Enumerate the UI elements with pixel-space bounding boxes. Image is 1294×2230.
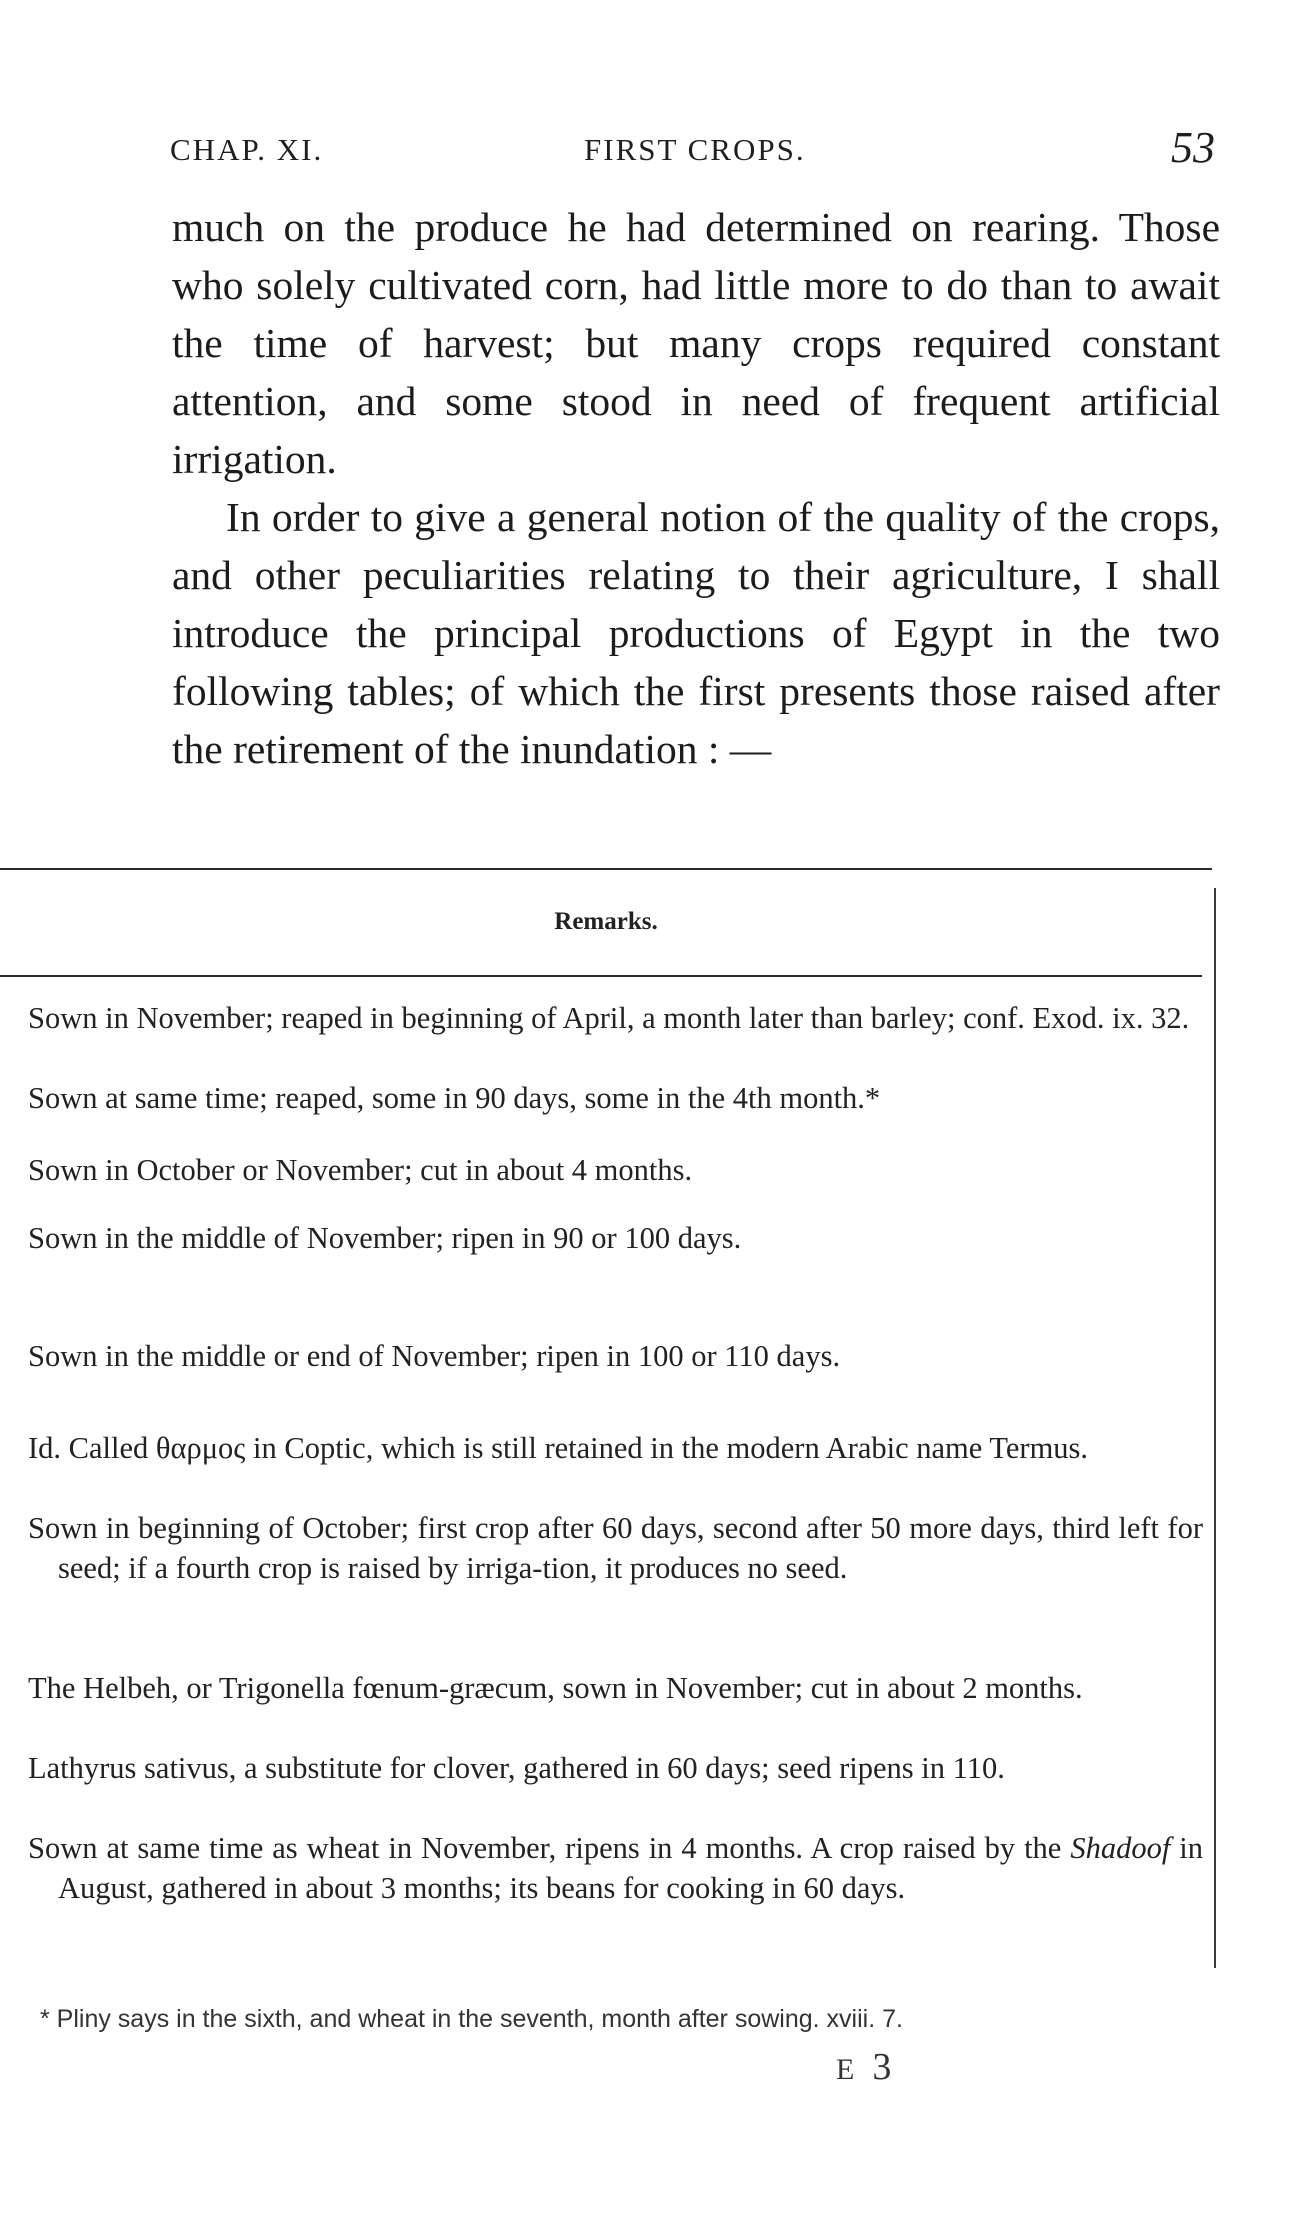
- remark-italic-term: Shadoof: [1070, 1831, 1171, 1865]
- table-row: [28, 1828, 1203, 1908]
- signature-number: 3: [872, 2046, 892, 2088]
- chapter-title: FIRST CROPS.: [584, 132, 806, 167]
- table-row: [28, 998, 1203, 1038]
- paragraph-intro-tables: In order to give a general notion of the quality of the crops, and other peculiarities relating to their agriculture, I shall introduce the principal productions of Egypt in the two following tables; of which the first presents those raised after the retirement of the inundation : —: [172, 494, 1220, 772]
- paragraph-continuation: much on the produce he had determined on rearing. Those who solely cultivated corn, had little more to do than to await the time of harvest; but many crops required constant attention, and some stood in need of frequent artificial irrigation.: [172, 204, 1220, 482]
- footnote: * Pliny says in the sixth, and wheat in the seventh, month after sowing. xviii. 7.: [40, 2005, 903, 2033]
- remark-cell: [28, 1828, 1203, 1908]
- signature-letter: E: [836, 2053, 855, 2086]
- remark-cell: Sown at same time; reaped, some in 90 days, some in the 4th month.*: [28, 1081, 881, 1115]
- remark-text: in August, gathered in about 3 months; its beans for cooking in 60 days.: [58, 1831, 1203, 1905]
- table-row: [28, 1078, 1203, 1118]
- column-header-remarks: Remarks.: [554, 908, 658, 935]
- table-row: [28, 1748, 1203, 1788]
- running-head: [170, 123, 1215, 172]
- table-row: [28, 1336, 1203, 1376]
- remark-cell: Lathyrus sativus, a substitute for clover, gathered in 60 days; seed ripens in 110.: [28, 1751, 1005, 1785]
- table-top-rule: [0, 868, 1212, 870]
- page-number: 53: [1171, 123, 1215, 172]
- signature-mark: [836, 2045, 891, 2089]
- table-right-rule: [1214, 888, 1216, 1968]
- table-row: [28, 1668, 1203, 1708]
- remark-cell: Sown in the middle of November; ripen in 90 or 100 days.: [28, 1221, 742, 1255]
- remark-text: Sown at same time as wheat in November, ripens in 4 months. A crop raised by the: [28, 1831, 1071, 1865]
- table-row: [28, 1150, 1203, 1190]
- table-row: [28, 1218, 1203, 1258]
- remark-cell: The Helbeh, or Trigonella fœnum-græcum, sown in November; cut in about 2 months.: [28, 1671, 1083, 1705]
- remark-cell: Sown in beginning of October; first crop after 60 days, second after 50 more days, third left for seed; if a fourth crop is raised by irriga-tion, it produces no seed.: [28, 1511, 1203, 1585]
- chapter-label: CHAP. XI.: [170, 132, 324, 167]
- remark-cell: Sown in the middle or end of November; ripen in 100 or 110 days.: [28, 1339, 841, 1373]
- table-row: [28, 1508, 1203, 1588]
- table-row: [28, 1428, 1203, 1468]
- remark-cell: Sown in October or November; cut in about 4 months.: [28, 1153, 693, 1187]
- body-text: [172, 198, 1220, 778]
- remark-cell: Id. Called θαρμος in Coptic, which is still retained in the modern Arabic name Termus.: [28, 1431, 1089, 1465]
- crops-table: [0, 868, 1294, 1990]
- remark-cell: Sown in November; reaped in beginning of April, a month later than barley; conf. Exod. ix. 32.: [28, 1001, 1190, 1035]
- table-header-rule: [0, 975, 1202, 977]
